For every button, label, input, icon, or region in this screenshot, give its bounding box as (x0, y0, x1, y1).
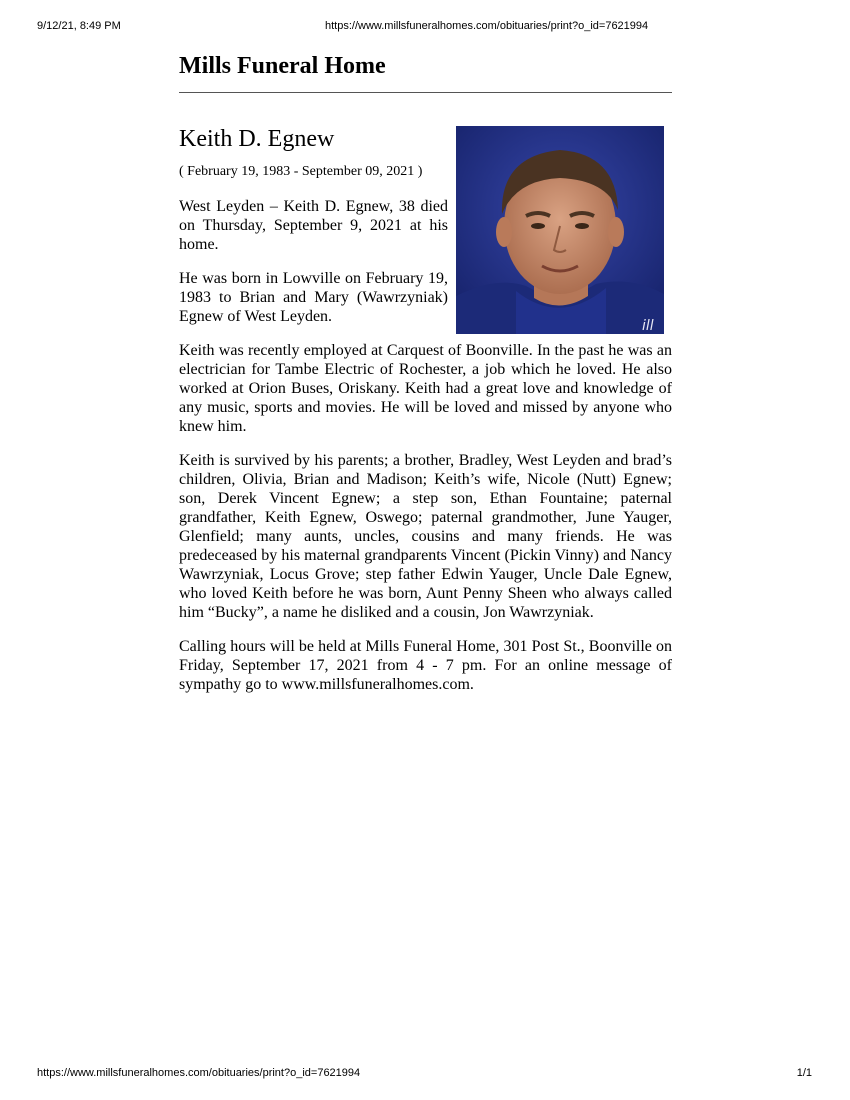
obituary-paragraph: He was born in Lowville on February 19, 1983 to Brian and Mary (Wawrzyniak) Egnew of West Leyden. (179, 270, 448, 325)
svg-text:ill: ill (642, 318, 654, 334)
print-header-datetime: 9/12/21, 8:49 PM (37, 20, 121, 32)
print-header-url: https://www.millsfuneralhomes.com/obituaries/print?o_id=7621994 (325, 20, 649, 32)
obituary (179, 124, 672, 694)
obituary-paragraph: West Leyden – Keith D. Egnew, 38 died on Thursday, September 9, 2021 at his home. (179, 198, 448, 253)
site-title: Mills Funeral Home (179, 50, 672, 93)
portrait-photo (456, 126, 664, 334)
print-footer-url: https://www.millsfuneralhomes.com/obituaries/print?o_id=7621994 (37, 1067, 361, 1079)
obituary-paragraph: Keith was recently employed at Carquest of Boonville. In the past he was an electrician for Tambe Electric of Rochester, a job which he loved. He also worked at Orion Buses, Oriskany. Keith had a great love and knowledge of any music, sports and movies. He will be loved and missed by anyone who knew him. (179, 342, 672, 435)
page-content (179, 50, 672, 694)
life-dates: ( February 19, 1983 - September 09, 2021 ) (179, 164, 423, 179)
print-footer-page-number: 1/1 (796, 1067, 812, 1079)
portrait-photo-icon (456, 126, 664, 334)
deceased-name: Keith D. Egnew (179, 126, 335, 152)
obituary-paragraph: Keith is survived by his parents; a brother, Bradley, West Leyden and brad’s children, Olivia, Brian and Madison; Keith’s wife, Nicole (Nutt) Egnew; son, Derek Vincent Egnew; a step son, Ethan Fountaine; paternal grandfather, Keith Egnew, Oswego; paternal grandmother, June Yauger, Glenfield; many aunts, uncles, cousins and many friends. He was predeceased by his maternal grandparents Vincent (Pickin Vinny) and Nancy Wawrzyniak, Locus Grove; step father Edwin Yauger, Uncle Dale Egnew, who loved Keith before he was born, Aunt Penny Sheen who always called him “Bucky”, a name he disliked and a cousin, Jon Wawrzyniak. (179, 452, 672, 621)
obituary-paragraph: Calling hours will be held at Mills Funeral Home, 301 Post St., Boonville on Friday, September 17, 2021 from 4 - 7 pm. For an online message of sympathy go to www.millsfuneralhomes.com. (179, 638, 672, 693)
